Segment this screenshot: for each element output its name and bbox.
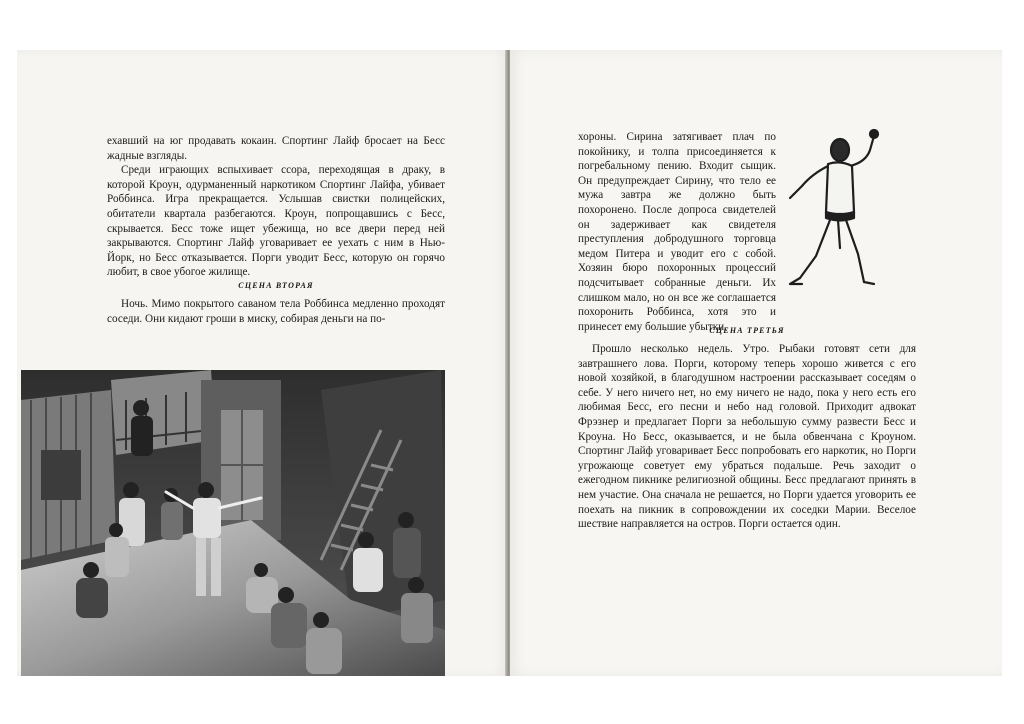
right-page — [510, 50, 1002, 676]
man-drawing-illustration — [782, 128, 882, 288]
man-drawing — [782, 128, 882, 288]
paragraph: ехавший на юг продавать кокаин. Спортинг Лайф бросает на Бесс жадные взгляды. — [107, 135, 445, 162]
paragraph: Среди играющих вспыхивает ссора, переходящая в драку, в которой Кроун, одурманенный наркотиком Спортинг Лайфа, убивает Роббинса. Игра прекращается. Услышав свистки полицейских, обитатели квартала разбегаются. Кроун, попрощавшись с Бесс, скрывается. Бесс тоже ищет убежища, но все двери перед ней закрываются. Спортинг Лайф уговаривает ее уехать с ним в Нью-Йорк, но Бесс отказывается. Порги уводит Бесс, которую он горячо любит, в свое убогое жилище. — [107, 164, 445, 279]
stage-photo — [21, 370, 445, 676]
scene-title-second: СЦЕНА ВТОРАЯ — [238, 281, 314, 290]
scene-title-third: СЦЕНА ТРЕТЬЯ — [709, 326, 785, 335]
left-page — [17, 50, 507, 676]
stage-photo-image — [21, 370, 445, 676]
paragraph: Прошло несколько недель. Утро. Рыбаки готовят сети для завтрашнего лова. Порги, которому теперь хорошо живется с его новой хозяйкой, в благодушном настроении рассказывает соседям о себе. У него ничего нет, но ему ничего не надо, пока у него есть его любимая Бесс, его песни и небо над головой. Приходит адвокат Фрэзнер и предлагает Порги за небольшую сумму развести Бесс и Кроуна. Но Бесс, оказывается, и не была обвенчана с Кроуном. Спортинг Лайф уговаривает Бесс попробовать его наркотик, но Порги угрожающе советует ему убраться подальше. Речь заходит о ежегодном пикнике религиозной общины. Бесс предлагают принять в нем участие. Она сначала не решается, но Порги удается уговорить ее поехать на пикник в сопровождении их соседки Марии. Веселое шествие направляется на остров. Порги остается один. — [578, 343, 916, 531]
paragraph: Ночь. Мимо покрытого саваном тела Роббинса медленно проходят соседи. Они кидают гроши в миску, собирая деньги на по- — [107, 298, 445, 325]
left-top-text — [107, 134, 445, 280]
paragraph: хороны. Сирина затягивает плач по покойнику, и толпа присоединяется к погребальному пению. Входит сыщик. Он предупреждает Сирину, что тело ее мужа завтра же должно быть похоронено. После допроса свидетелей он задерживает как свидетеля преступления добродушного торговца медом Питера и уводит его с собой. Хозяин бюро похоронных процессий подсчитывает собранные деньги. Их слишком мало, но он все же соглашается похоронить Роббинса, хотя это и принесет ему большие убытки. — [578, 131, 776, 333]
right-column-text — [578, 130, 776, 334]
right-bottom-text — [578, 342, 916, 532]
left-bottom-text — [107, 297, 445, 326]
